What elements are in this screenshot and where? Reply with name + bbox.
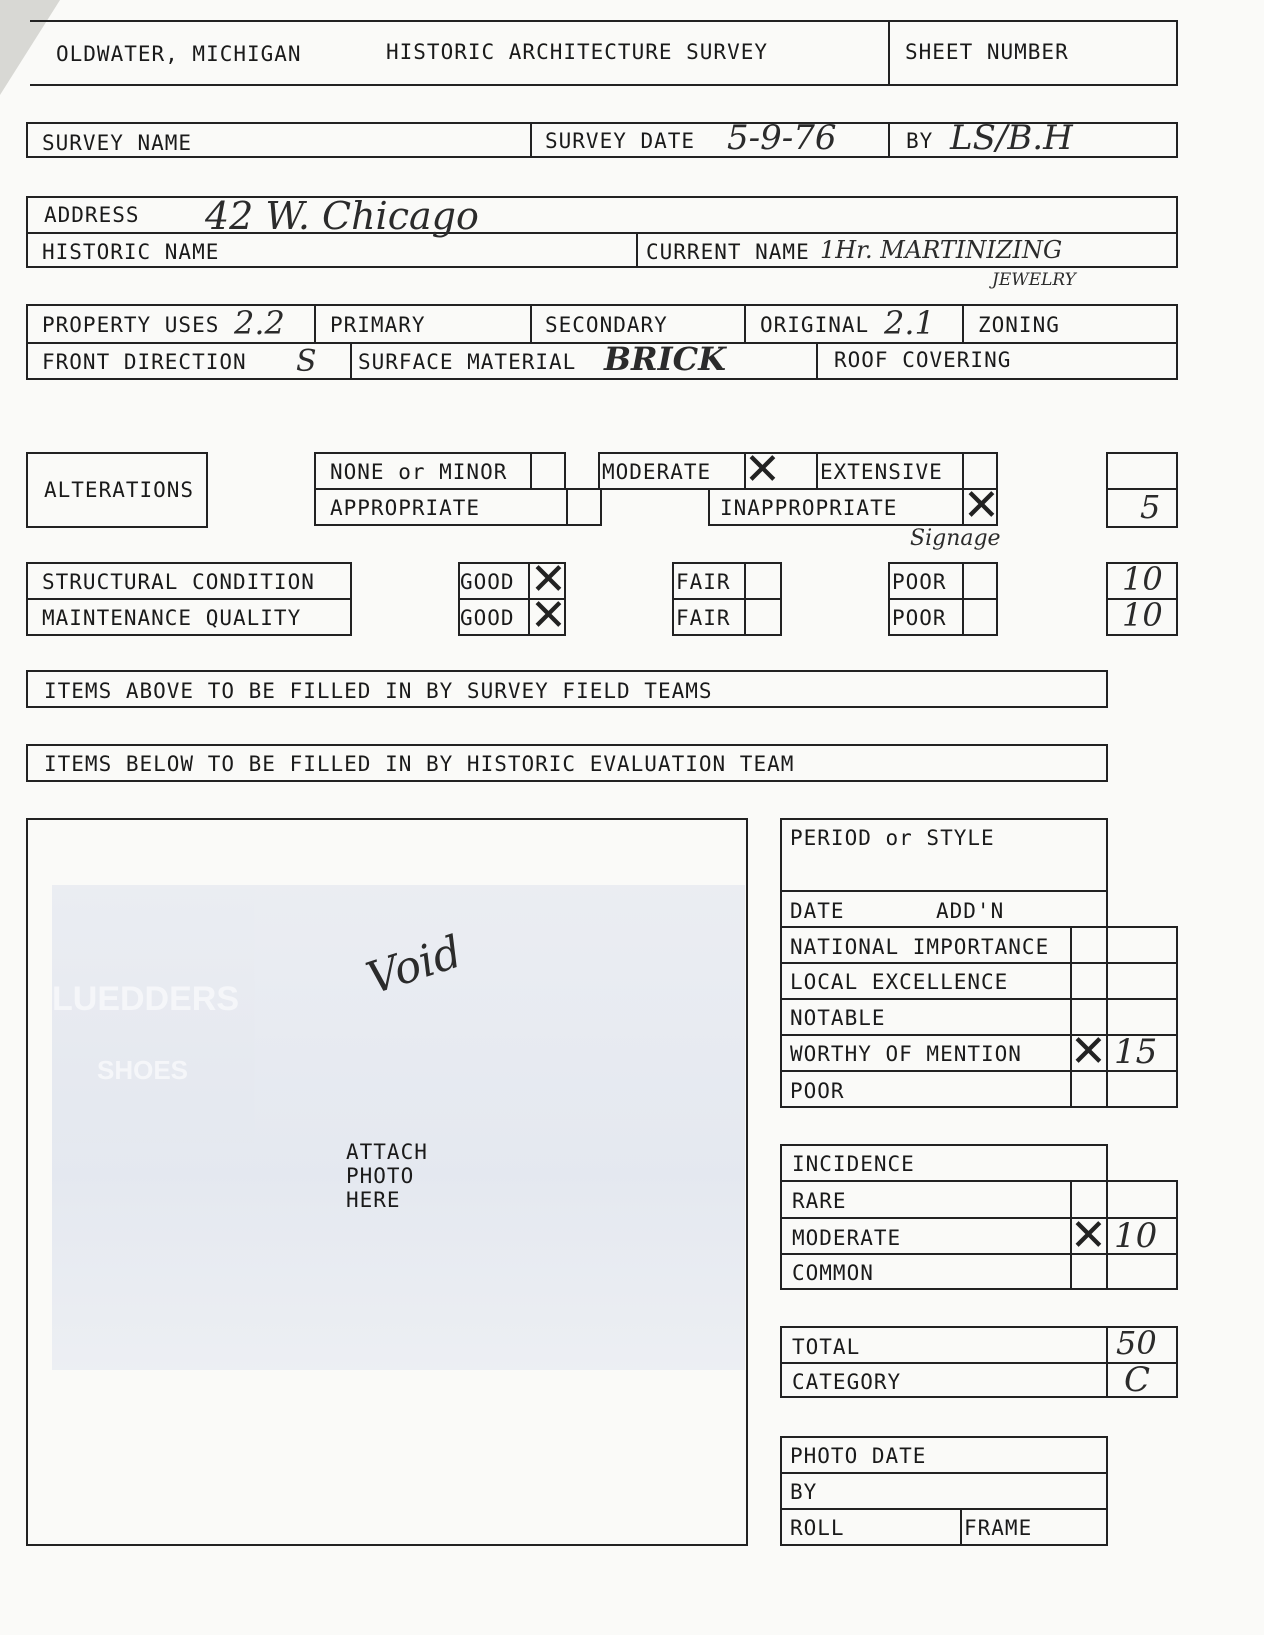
maintenance-quality-label: MAINTENANCE QUALITY [42, 606, 302, 630]
moderate-check-divider-right [816, 452, 818, 490]
evaluation-rule-4 [780, 998, 1178, 1000]
surface-material-label: SURFACE MATERIAL [358, 350, 577, 374]
structural-good-check-mark: ✕ [530, 554, 567, 605]
header-bottom-rule [30, 84, 1178, 86]
original-value: 2.1 [884, 304, 935, 342]
property-divider-2 [530, 304, 532, 342]
maintenance-score: 10 [1122, 596, 1163, 634]
incidence-moderate-label: MODERATE [792, 1226, 902, 1250]
fair-rule [672, 598, 782, 600]
historic-name-label: HISTORIC NAME [42, 240, 220, 264]
structural-poor-label: POOR [892, 570, 947, 594]
poor-check-divider [962, 562, 964, 636]
maintenance-fair-label: FAIR [676, 606, 731, 630]
totals-rule [780, 1362, 1178, 1364]
local-excellence-label: LOCAL EXCELLENCE [790, 970, 1009, 994]
alterations-note: Signage [910, 526, 1001, 551]
header-top-rule [30, 20, 1178, 22]
current-name-note: JEWELRY [992, 270, 1076, 290]
eval-poor-label: POOR [790, 1079, 845, 1103]
worthy-of-mention-label: WORTHY OF MENTION [790, 1042, 1022, 1066]
structural-condition-label: STRUCTURAL CONDITION [42, 570, 315, 594]
common-label: COMMON [792, 1261, 874, 1285]
alterations-score: 5 [1140, 488, 1161, 526]
extensive-label: EXTENSIVE [820, 460, 943, 484]
by-label: BY [906, 129, 934, 153]
address-mid-rule [26, 232, 1178, 234]
structural-good-label: GOOD [460, 570, 515, 594]
void-mark: Void [360, 926, 468, 1005]
inappropriate-label: INAPPROPRIATE [720, 496, 898, 520]
notes-below: ITEMS BELOW TO BE FILLED IN BY HISTORIC EVALUATION TEAM [44, 752, 795, 776]
evaluation-rule-1 [780, 890, 1108, 892]
property-divider-1 [314, 304, 316, 342]
period-style-label: PERIOD or STYLE [790, 826, 995, 850]
property-divider-6 [816, 342, 818, 380]
secondary-label: SECONDARY [545, 313, 668, 337]
photo-info-divider [960, 1508, 962, 1546]
category-value: C [1124, 1360, 1151, 1400]
national-importance-label: NATIONAL IMPORTANCE [790, 935, 1050, 959]
appropriate-check-divider [566, 488, 568, 526]
property-uses-value: 2.2 [234, 304, 285, 342]
incidence-moderate-score: 10 [1114, 1216, 1158, 1256]
property-divider-4 [962, 304, 964, 342]
survey-divider-1 [530, 122, 532, 158]
addn-label: ADD'N [936, 899, 1005, 923]
photo-by-label: BY [790, 1480, 818, 1504]
incidence-score-edge [1176, 1180, 1178, 1290]
notes-above: ITEMS ABOVE TO BE FILLED IN BY SURVEY FIELD TEAMS [44, 679, 713, 703]
fair-check-divider [744, 562, 746, 636]
evaluation-rule-2 [780, 926, 1178, 928]
maintenance-poor-label: POOR [892, 606, 947, 630]
survey-date-value: 5-9-76 [727, 118, 837, 158]
property-divider-5 [350, 342, 352, 380]
incidence-score-bottom [1106, 1288, 1178, 1290]
current-name-label: CURRENT NAME [646, 240, 810, 264]
attach-line-1: ATTACH [346, 1140, 428, 1164]
worthy-check-mark: ✕ [1070, 1026, 1107, 1077]
photo-sign-subtext: SHOES [97, 1055, 189, 1085]
city-label: OLDWATER, MICHIGAN [56, 42, 302, 66]
incidence-label: INCIDENCE [792, 1152, 915, 1176]
evaluation-check-divider [1070, 926, 1072, 1108]
front-direction-label: FRONT DIRECTION [42, 350, 247, 374]
attach-line-3: HERE [346, 1188, 401, 1212]
eval-date-label: DATE [790, 899, 845, 923]
condition-label-rule [26, 598, 352, 600]
maintenance-good-check-mark: ✕ [530, 590, 567, 641]
incidence-moderate-check-mark: ✕ [1070, 1210, 1107, 1261]
rare-label: RARE [792, 1189, 847, 1213]
evaluation-score-edge [1176, 926, 1178, 1108]
worthy-score: 15 [1114, 1032, 1158, 1072]
photo-date-label: PHOTO DATE [790, 1444, 927, 1468]
incidence-rule-1 [780, 1180, 1178, 1182]
evaluation-rule-3 [780, 962, 1178, 964]
address-divider [636, 232, 638, 268]
structural-score: 10 [1122, 560, 1163, 598]
alterations-label: ALTERATIONS [44, 478, 195, 502]
moderate-check-mark: ✕ [744, 444, 781, 495]
photo-sign-text: LUEDDERS [52, 980, 240, 1018]
none-minor-check-divider [530, 452, 532, 490]
property-uses-label: PROPERTY USES [42, 313, 220, 337]
header-right-edge [1176, 20, 1178, 84]
front-direction-value: S [296, 344, 317, 379]
header-divider [888, 20, 890, 84]
roof-covering-label: ROOF COVERING [834, 348, 1012, 372]
attach-line-2: PHOTO [346, 1164, 415, 1188]
total-value: 50 [1116, 1324, 1157, 1362]
photo-info-rule-1 [780, 1472, 1108, 1474]
evaluation-score-bottom [1106, 1106, 1178, 1108]
frame-label: FRAME [964, 1516, 1033, 1540]
original-label: ORIGINAL [760, 313, 870, 337]
survey-date-label: SURVEY DATE [545, 129, 696, 153]
structural-fair-label: FAIR [676, 570, 731, 594]
photo-info-rule-2 [780, 1508, 1108, 1510]
total-label: TOTAL [792, 1335, 861, 1359]
none-minor-label: NONE or MINOR [330, 460, 508, 484]
current-name-value: 1Hr. MARTINIZING [820, 236, 1063, 264]
survey-name-label: SURVEY NAME [42, 131, 193, 155]
surface-material-value: BRICK [604, 340, 726, 378]
roll-label: ROLL [790, 1516, 845, 1540]
form-title: HISTORIC ARCHITECTURE SURVEY [386, 40, 769, 64]
inappropriate-check-mark: ✕ [963, 480, 1000, 531]
zoning-label: ZONING [978, 313, 1060, 337]
totals-divider [1106, 1326, 1108, 1398]
property-mid-rule [26, 342, 1178, 344]
poor-rule [888, 598, 998, 600]
property-divider-3 [744, 304, 746, 342]
appropriate-label: APPROPRIATE [330, 496, 481, 520]
page-corner-fold [0, 0, 60, 95]
notable-label: NOTABLE [790, 1006, 886, 1030]
address-label: ADDRESS [44, 203, 140, 227]
by-value: LS/B.H [950, 118, 1073, 158]
address-value: 42 W. Chicago [205, 194, 479, 238]
primary-label: PRIMARY [330, 313, 426, 337]
maintenance-good-label: GOOD [460, 606, 515, 630]
survey-divider-2 [888, 122, 890, 158]
sheet-number-label: SHEET NUMBER [905, 40, 1069, 64]
moderate-label: MODERATE [602, 460, 712, 484]
category-label: CATEGORY [792, 1370, 902, 1394]
